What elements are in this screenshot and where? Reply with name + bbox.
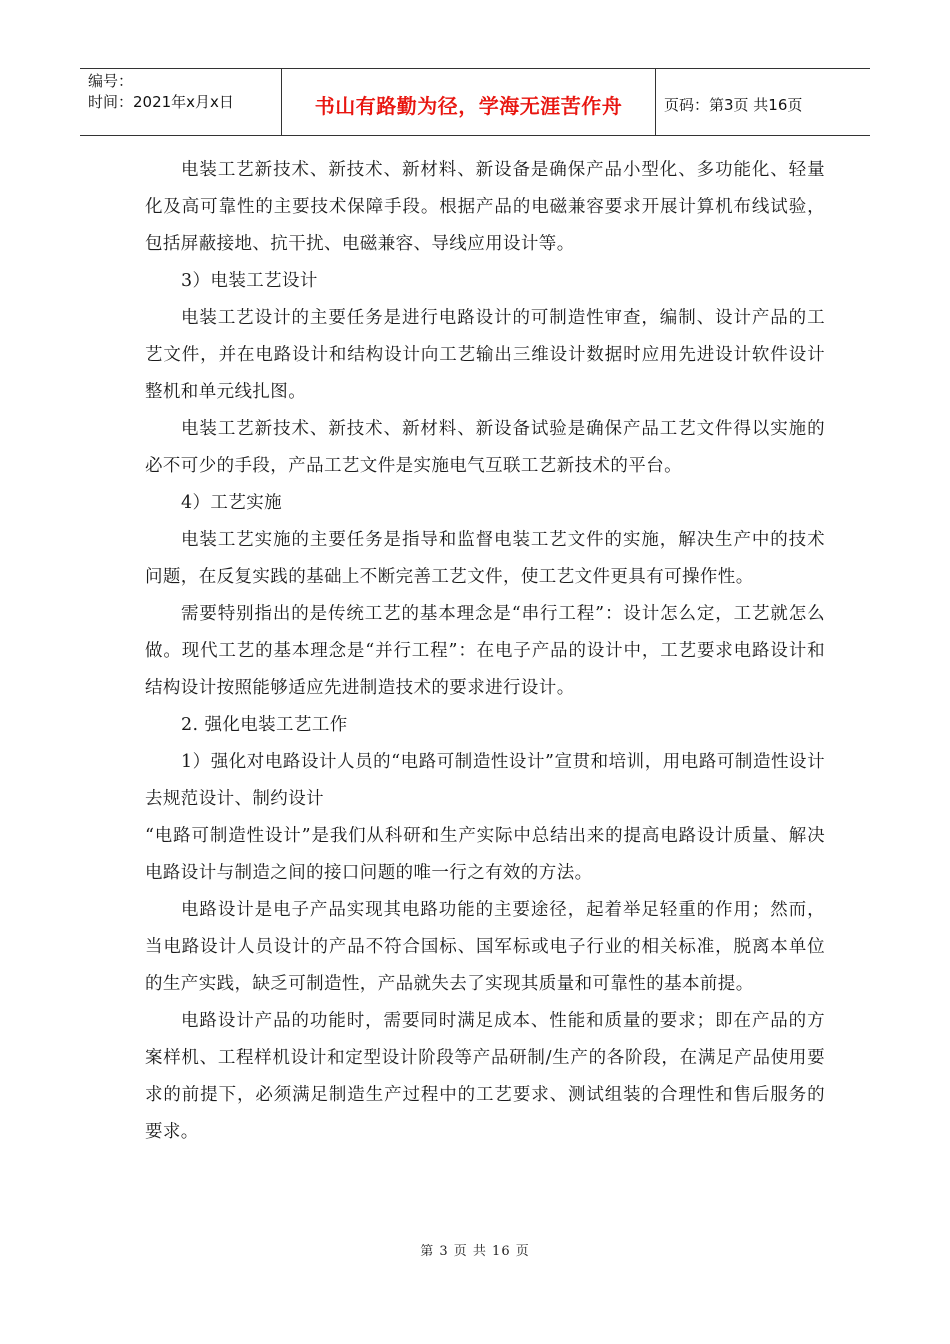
section-heading: 2. 强化电装工艺工作 — [181, 715, 348, 735]
section-heading: 3）电装工艺设计 — [181, 271, 318, 291]
paragraph: 电路设计产品的功能时，需要同时满足成本、性能和质量的要求；即在产品的方案样机、工程样机设计和定型设计阶段等产品研制/生产的各阶段，在满足产品使用要求的前提下，必须满足制造生产过程中的工艺要求、测试组装的合理性和售后服务的要求。 — [145, 1011, 825, 1142]
paragraph: 1）强化对电路设计人员的“电路可制造性设计”宣贯和培训，用电路可制造性设计去规范设计、制约设计 — [145, 752, 825, 809]
document-number-label: 编号： — [88, 72, 134, 90]
paragraph: 电装工艺实施的主要任务是指导和监督电装工艺文件的实施，解决生产中的技术问题，在反复实践的基础上不断完善工艺文件，使工艺文件更具有可操作性。 — [145, 530, 825, 587]
paragraph: 电装工艺新技术、新技术、新材料、新设备是确保产品小型化、多功能化、轻量化及高可靠性的主要技术保障手段。根据产品的电磁兼容要求开展计算机布线试验，包括屏蔽接地、抗干扰、电磁兼容、导线应用设计等。 — [145, 160, 825, 254]
page-footer: 第 3 页 共 16 页 — [420, 1244, 530, 1259]
document-time-label: 时间：2021年x月x日 — [88, 93, 234, 111]
paragraph: 电装工艺新技术、新技术、新材料、新设备试验是确保产品工艺文件得以实施的必不可少的手段，产品工艺文件是实施电气互联工艺新技术的平台。 — [145, 419, 825, 476]
paragraph: 需要特别指出的是传统工艺的基本理念是“串行工程”：设计怎么定，工艺就怎么做。现代工艺的基本理念是“并行工程”：在电子产品的设计中，工艺要求电路设计和结构设计按照能够适应先进制造技术的要求进行设计。 — [145, 604, 825, 698]
paragraph: 电路设计是电子产品实现其电路功能的主要途径，起着举足轻重的作用；然而，当电路设计人员设计的产品不符合国标、国军标或电子行业的相关标准，脱离本单位的生产实践，缺乏可制造性，产品就失去了实现其质量和可靠性的基本前提。 — [145, 900, 825, 994]
page-header — [80, 68, 870, 136]
paragraph: “电路可制造性设计”是我们从科研和生产实际中总结出来的提高电路设计质量、解决电路设计与制造之间的接口问题的唯一行之有效的方法。 — [145, 826, 825, 883]
document-body — [145, 152, 825, 1151]
section-heading: 4）工艺实施 — [181, 493, 283, 513]
header-page-info: 页码：第3页 共16页 — [664, 95, 803, 114]
header-motto: 书山有路勤为径，学海无涯苦作舟 — [281, 69, 656, 135]
paragraph: 电装工艺设计的主要任务是进行电路设计的可制造性审查，编制、设计产品的工艺文件，并在电路设计和结构设计向工艺输出三维设计数据时应用先进设计软件设计整机和单元线扎图。 — [145, 308, 825, 402]
header-meta — [80, 69, 281, 135]
